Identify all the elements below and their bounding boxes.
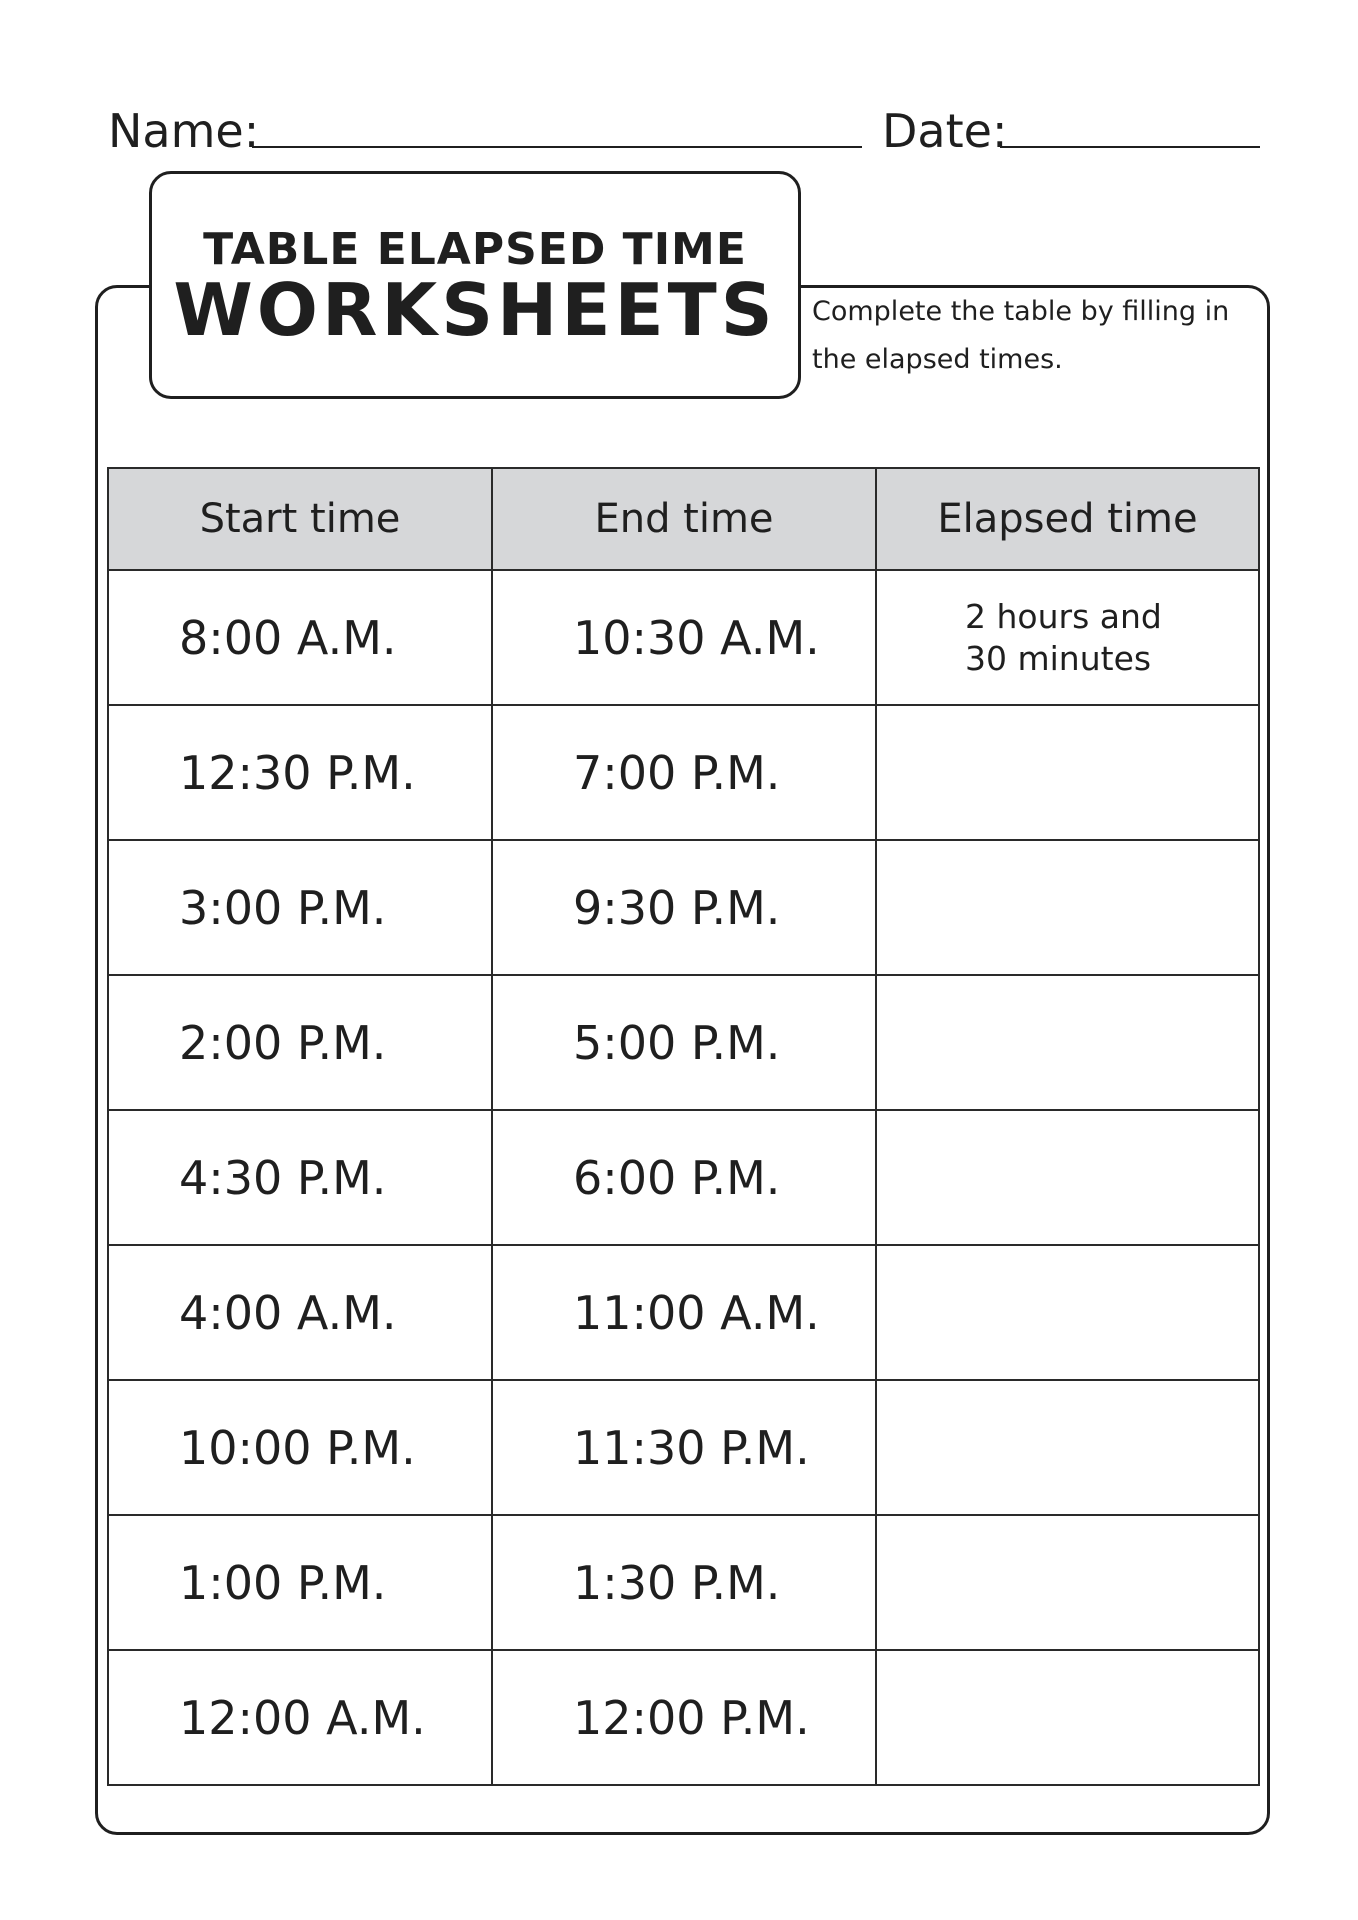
table-row: [108, 1110, 1259, 1245]
elapsed-time-cell[interactable]: [876, 840, 1259, 975]
start-time-cell: 4:00 A.M.: [108, 1245, 492, 1380]
start-time-cell: 1:00 P.M.: [108, 1515, 492, 1650]
column-header-end-time: End time: [492, 468, 876, 570]
elapsed-time-table: [107, 467, 1258, 1787]
elapsed-time-cell[interactable]: [876, 1650, 1259, 1785]
end-time-cell: 1:30 P.M.: [492, 1515, 876, 1650]
name-field-line[interactable]: [252, 146, 862, 148]
elapsed-time-cell[interactable]: [876, 705, 1259, 840]
table-row: [108, 1515, 1259, 1650]
start-time-cell: 2:00 P.M.: [108, 975, 492, 1110]
start-time-cell: 12:30 P.M.: [108, 705, 492, 840]
table-body: [108, 570, 1259, 1785]
table-row: [108, 705, 1259, 840]
elapsed-time-cell[interactable]: [876, 570, 1259, 705]
elapsed-time-answer: 2 hours and 30 minutes: [965, 596, 1162, 678]
end-time-cell: 5:00 P.M.: [492, 975, 876, 1110]
column-header-start-time: Start time: [108, 468, 492, 570]
table-header-row: [108, 468, 1259, 570]
table-row: [108, 1650, 1259, 1785]
column-header-elapsed-time: Elapsed time: [876, 468, 1259, 570]
title-line-1: TABLE ELAPSED TIME: [203, 224, 747, 275]
table-row: [108, 840, 1259, 975]
start-time-cell: 10:00 P.M.: [108, 1380, 492, 1515]
start-time-cell: 8:00 A.M.: [108, 570, 492, 705]
table-row: [108, 570, 1259, 705]
elapsed-time-cell[interactable]: [876, 1380, 1259, 1515]
start-time-cell: 12:00 A.M.: [108, 1650, 492, 1785]
table-row: [108, 1245, 1259, 1380]
end-time-cell: 6:00 P.M.: [492, 1110, 876, 1245]
elapsed-time-cell[interactable]: [876, 1110, 1259, 1245]
end-time-cell: 10:30 A.M.: [492, 570, 876, 705]
date-field-line[interactable]: [1000, 146, 1260, 148]
date-label: Date:: [882, 104, 1008, 158]
end-time-cell: 11:30 P.M.: [492, 1380, 876, 1515]
end-time-cell: 12:00 P.M.: [492, 1650, 876, 1785]
table-row: [108, 975, 1259, 1110]
end-time-cell: 11:00 A.M.: [492, 1245, 876, 1380]
end-time-cell: 9:30 P.M.: [492, 840, 876, 975]
elapsed-time-cell[interactable]: [876, 975, 1259, 1110]
end-time-cell: 7:00 P.M.: [492, 705, 876, 840]
start-time-cell: 4:30 P.M.: [108, 1110, 492, 1245]
start-time-cell: 3:00 P.M.: [108, 840, 492, 975]
name-label: Name:: [108, 104, 260, 158]
elapsed-time-cell[interactable]: [876, 1245, 1259, 1380]
elapsed-time-cell[interactable]: [876, 1515, 1259, 1650]
instructions-text: Complete the table by filling in the elapsed times.: [812, 296, 1230, 375]
title-line-2: WORKSHEETS: [173, 268, 777, 352]
table-row: [108, 1380, 1259, 1515]
title-box: [149, 171, 801, 399]
